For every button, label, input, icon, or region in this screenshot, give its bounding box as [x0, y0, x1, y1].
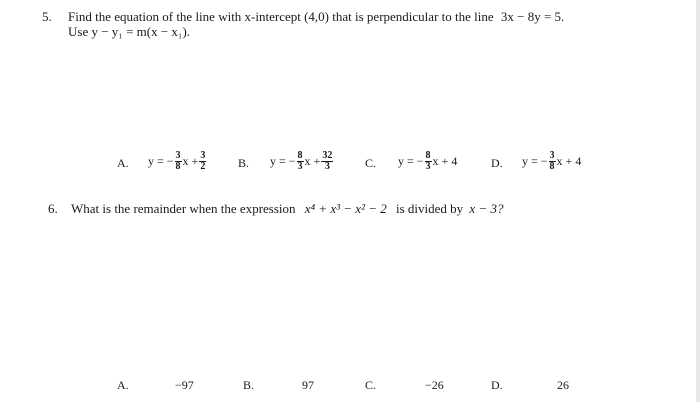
q6-option-a-letter: A. [117, 378, 129, 392]
q5-option-a-f1-num: 3 [175, 150, 181, 161]
q5-option-a-formula [148, 151, 207, 172]
q5-option-d-lhs: y = − [522, 154, 548, 168]
q5-option-a-lhs: y = − [148, 154, 174, 168]
q6-option-d-value: 26 [557, 378, 569, 392]
q5-option-a-f2-den: 2 [200, 161, 206, 172]
question-5-text [68, 9, 564, 25]
q5-option-d-fraction-1 [549, 151, 556, 172]
q5-option-c-f1-den: 3 [425, 161, 431, 172]
q6-option-c-letter: C. [365, 378, 377, 392]
q6-option-c-value: −26 [425, 378, 444, 392]
q5-option-d-formula [522, 151, 581, 172]
q5-option-a-letter: A. [117, 156, 129, 170]
q6-option-d-letter: D. [491, 378, 503, 392]
q5-option-b-f2-num: 32 [322, 150, 333, 161]
q6-option-b-value: 97 [302, 378, 314, 392]
question-6-expression: x⁴ + x³ − x² − 2 [304, 201, 387, 216]
q5-option-c-f1-num: 8 [425, 150, 431, 161]
q5-option-b-f1-num: 8 [297, 150, 303, 161]
q5-option-a-mid: x + [182, 154, 199, 168]
question-6-prompt: What is the remainder when the expression [71, 201, 296, 216]
q5-option-c-formula [398, 151, 457, 172]
q5-option-d-letter: D. [491, 156, 503, 170]
question-5-use-formula: Use y − y₁ = m(x − x₁). [68, 24, 191, 39]
q5-option-b-f2-den: 3 [324, 161, 330, 172]
q5-option-b-formula [270, 151, 334, 172]
q5-option-b-mid: x + [304, 154, 321, 168]
q5-option-a-fraction-2 [199, 151, 206, 172]
question-5-prompt: Find the equation of the line with x-intercept (4,0) that is perpendicular to the line [68, 9, 494, 24]
q5-option-b-f1-den: 3 [297, 161, 303, 172]
right-edge-shadow [696, 0, 700, 402]
q5-option-c-mid: x + 4 [432, 154, 458, 168]
q5-option-a-f1-den: 8 [175, 161, 181, 172]
q5-option-d-f1-num: 3 [549, 150, 555, 161]
q5-option-d-mid: x + 4 [556, 154, 582, 168]
q5-option-a-f2-num: 3 [200, 150, 206, 161]
question-6-text [71, 201, 503, 217]
q6-option-b-letter: B. [243, 378, 255, 392]
q5-option-a-fraction-1 [175, 151, 182, 172]
q5-option-b-lhs: y = − [270, 154, 296, 168]
q5-option-d-f1-den: 8 [549, 161, 555, 172]
q5-option-c-fraction-1 [425, 151, 432, 172]
q5-option-c-letter: C. [365, 156, 377, 170]
question-5-line-equation: 3x − 8y = 5. [500, 9, 565, 24]
q5-option-b-fraction-1 [297, 151, 304, 172]
q5-option-b-letter: B. [238, 156, 250, 170]
question-6-prompt-2: is divided by [396, 201, 464, 216]
question-6-number: 6. [48, 201, 58, 216]
q6-option-a-value: −97 [175, 378, 194, 392]
q5-option-b-fraction-2 [321, 151, 333, 172]
q5-option-c-lhs: y = − [398, 154, 424, 168]
question-6-divisor: x − 3? [469, 201, 504, 216]
question-5-number: 5. [42, 9, 52, 24]
